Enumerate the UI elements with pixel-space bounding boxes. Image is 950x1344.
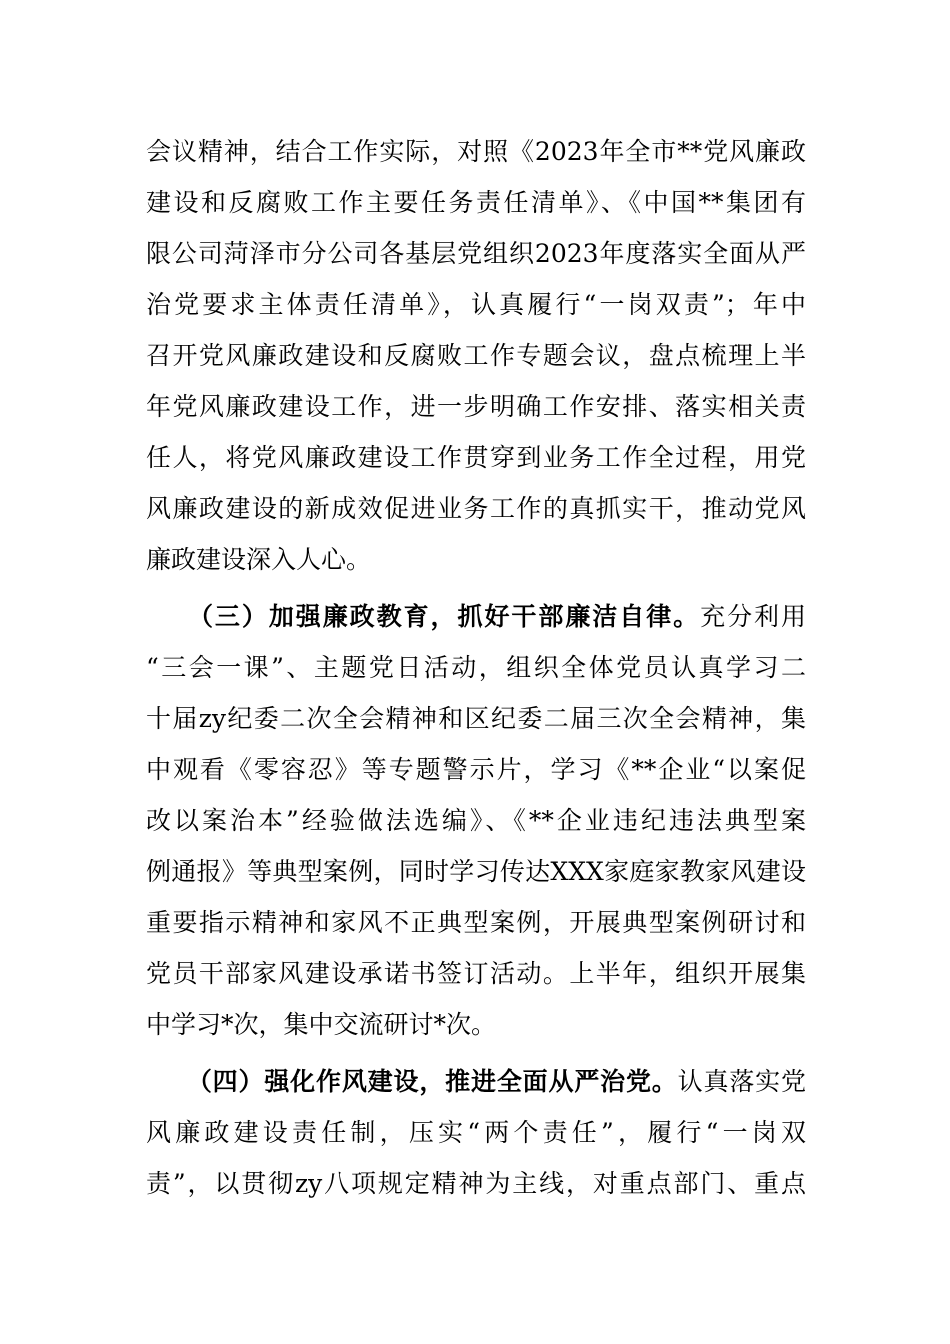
text-line: 任人，将党风廉政建设工作贯穿到业务工作全过程，用党 bbox=[146, 443, 806, 472]
text-line: 会议精神，结合工作实际，对照《2023年全市**党风廉政 bbox=[146, 137, 806, 166]
paragraph-first-line bbox=[146, 1056, 806, 1107]
text-line: 改以案治本”经验做法选编》、《**企业违纪违法典型案 bbox=[146, 806, 806, 835]
text-line: 十届zy纪委二次全会精神和区纪委二届三次全会精神，集 bbox=[146, 704, 806, 733]
text-line: 责”，以贯彻zy八项规定精神为主线，对重点部门、重点 bbox=[146, 1169, 806, 1198]
text-line: 党员干部家风建设承诺书签订活动。上半年，组织开展集 bbox=[146, 959, 806, 988]
text-line: 限公司菏泽市分公司各基层党组织2023年度落实全面从严 bbox=[146, 239, 806, 268]
text-line: 中观看《零容忍》等专题警示片，学习《**企业“以案促 bbox=[146, 755, 806, 784]
text-line: 廉政建设深入人心。 bbox=[146, 545, 372, 574]
text-line: 中学习*次，集中交流研讨*次。 bbox=[146, 1010, 497, 1039]
paragraph-responsibility bbox=[146, 126, 806, 585]
paragraph-first-line bbox=[146, 591, 806, 642]
text-line: 例通报》等典型案例，同时学习传达XXX家庭家教家风建设 bbox=[146, 857, 806, 886]
text-line: 年党风廉政建设工作，进一步明确工作安排、落实相关责 bbox=[146, 392, 806, 421]
text-line: 重要指示精神和家风不正典型案例，开展典型案例研讨和 bbox=[146, 908, 806, 937]
paragraph-integrity-education bbox=[146, 591, 806, 1050]
document-body bbox=[146, 126, 806, 1209]
text-line: 治党要求主体责任清单》，认真履行“一岗双责”；年中 bbox=[146, 290, 806, 319]
paragraph-work-style bbox=[146, 1056, 806, 1209]
text-span: 认真落实党 bbox=[677, 1067, 806, 1096]
section-heading: （三）加强廉政教育，抓好干部廉洁自律。 bbox=[186, 602, 701, 631]
text-line: “三会一课”、主题党日活动，组织全体党员认真学习二 bbox=[146, 653, 806, 682]
text-span: 充分利用 bbox=[700, 602, 806, 631]
section-heading: （四）强化作风建设，推进全面从严治党。 bbox=[186, 1067, 678, 1096]
text-line: 风廉政建设的新成效促进业务工作的真抓实干，推动党风 bbox=[146, 494, 806, 523]
text-line: 建设和反腐败工作主要任务责任清单》、《中国**集团有 bbox=[146, 188, 806, 217]
text-line: 风廉政建设责任制，压实“两个责任”，履行“一岗双 bbox=[146, 1118, 806, 1147]
text-line: 召开党风廉政建设和反腐败工作专题会议，盘点梳理上半 bbox=[146, 341, 806, 370]
